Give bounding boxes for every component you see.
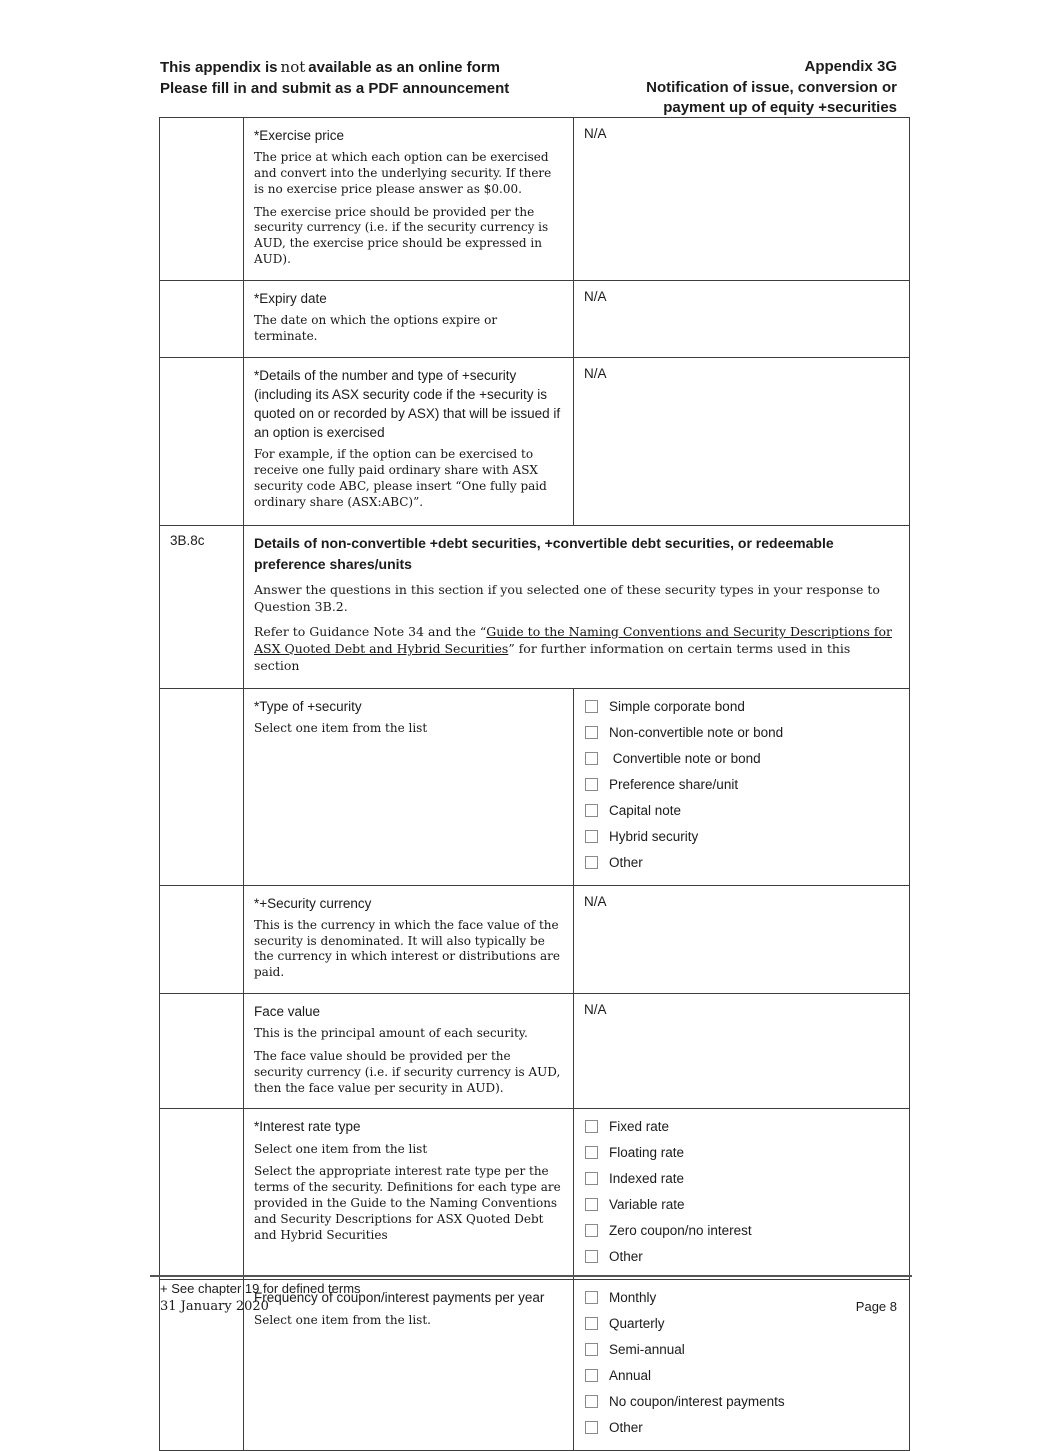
option-preference-share-unit	[584, 776, 899, 793]
label-cell	[244, 993, 574, 1108]
option-label: Capital note	[609, 802, 682, 818]
option-hybrid-security	[584, 828, 899, 845]
option-label: Zero coupon/no interest	[609, 1223, 752, 1239]
section-reference-after: ” for further information on certain terms used in this section	[254, 640, 851, 673]
option-label: Hybrid security	[609, 828, 699, 844]
checkbox-floating-rate[interactable]	[585, 1146, 598, 1159]
option-label: Non-convertible note or bond	[609, 724, 784, 740]
option-annual	[584, 1367, 899, 1384]
option-label: Other	[609, 1249, 643, 1265]
question-number-cell	[160, 1109, 244, 1280]
option-capital-note	[584, 802, 899, 819]
option-type-other	[584, 854, 899, 871]
header-left-line1-after: available as an online form	[308, 59, 500, 76]
question-number-cell	[160, 885, 244, 993]
option-label: Other	[609, 1420, 643, 1436]
field-label-interest-rate-type: *Interest rate type	[254, 1119, 361, 1135]
appendix-subtitle-line1: Notification of issue, conversion or	[646, 78, 897, 96]
option-label: Preference share/unit	[609, 776, 739, 792]
option-semi-annual	[584, 1341, 899, 1358]
option-quarterly	[584, 1315, 899, 1332]
field-note: Select one item from the list	[254, 720, 428, 735]
question-number-cell	[160, 688, 244, 885]
section-reference	[254, 624, 899, 675]
field-label-exercise-price: *Exercise price	[254, 128, 345, 143]
field-label-frequency: Frequency of coupon/interest payments per year	[254, 1290, 545, 1306]
header-left-line1-not: not	[280, 58, 306, 76]
checkbox-zero-coupon[interactable]	[585, 1224, 598, 1237]
field-description: This is the currency in which the face value of the security is denominated. It will also typically be the currency in which interest or distributions are paid.	[254, 917, 560, 980]
option-frequency-other	[584, 1419, 899, 1436]
option-rate-other	[584, 1248, 899, 1265]
label-cell	[244, 885, 574, 993]
appendix-subtitle-line2: payment up of equity +securities	[663, 99, 897, 117]
field-label-type-of-security: *Type of +security	[254, 698, 362, 714]
option-convertible-note-or-bond	[584, 750, 899, 767]
question-number-cell	[160, 118, 244, 281]
checkbox-quarterly[interactable]	[585, 1317, 598, 1330]
field-description: The date on which the options expire or terminate.	[254, 313, 498, 343]
field-note: Select one item from the list	[254, 1141, 428, 1156]
header-left-line1-before: This appendix is	[160, 59, 278, 76]
answer-cell	[574, 280, 910, 357]
field-label-face-value: Face value	[254, 1003, 321, 1019]
header-left	[160, 57, 560, 119]
answer-cell	[574, 885, 910, 993]
checkbox-simple-corporate-bond[interactable]	[585, 700, 598, 713]
table-row-type-of-security	[160, 688, 910, 885]
question-number-cell	[160, 993, 244, 1108]
label-cell	[244, 1109, 574, 1280]
option-fixed-rate	[584, 1118, 899, 1135]
section-number: 3B.8c	[160, 525, 244, 688]
field-note: Select one item from the list.	[254, 1312, 431, 1327]
checkbox-semi-annual[interactable]	[585, 1343, 598, 1356]
answer-value-details-security: N/A	[584, 365, 607, 381]
field-description: The exercise price should be provided per the security currency (i.e. if the security currency is AUD, the exercise price should be expressed in AUD).	[254, 204, 549, 267]
option-label: No coupon/interest payments	[609, 1394, 785, 1410]
answer-cell	[574, 688, 910, 885]
checkbox-type-other[interactable]	[585, 856, 598, 869]
checkbox-variable-rate[interactable]	[585, 1198, 598, 1211]
checkbox-preference-share-unit[interactable]	[585, 778, 598, 791]
appendix-title: Appendix 3G	[804, 58, 897, 75]
section-title: Details of non-convertible +debt securities, +convertible debt securities, or redeemable preference shares/units	[254, 534, 834, 573]
field-label-expiry-date: *Expiry date	[254, 290, 327, 306]
option-indexed-rate	[584, 1170, 899, 1187]
label-cell	[244, 688, 574, 885]
table-row-interest-rate-type	[160, 1109, 910, 1280]
label-cell	[244, 357, 574, 525]
option-label: Quarterly	[609, 1316, 665, 1332]
option-label: Floating rate	[609, 1145, 685, 1161]
field-description: The face value should be provided per the security currency (i.e. if security currency is AUD, then the face value per security in AUD).	[254, 1048, 561, 1095]
option-simple-corporate-bond	[584, 698, 899, 715]
checkbox-frequency-other[interactable]	[585, 1421, 598, 1434]
option-variable-rate	[584, 1196, 899, 1213]
defined-terms-note: + See chapter 19 for defined terms	[160, 1281, 361, 1296]
header-left-line2: Please fill in and submit as a PDF announcement	[160, 79, 510, 97]
option-non-convertible-note-or-bond	[584, 724, 899, 741]
option-label: Monthly	[609, 1290, 657, 1306]
question-number-cell	[160, 357, 244, 525]
option-label: Indexed rate	[609, 1171, 685, 1187]
answer-cell	[574, 993, 910, 1108]
answer-value-face-value: N/A	[584, 1001, 607, 1017]
checkbox-capital-note[interactable]	[585, 804, 598, 817]
checkbox-annual[interactable]	[585, 1369, 598, 1382]
option-label: Semi-annual	[609, 1342, 685, 1358]
table-row-security-currency	[160, 885, 910, 993]
question-number-cell	[160, 280, 244, 357]
checkbox-hybrid-security[interactable]	[585, 830, 598, 843]
checkbox-rate-other[interactable]	[585, 1250, 598, 1263]
answer-value-exercise-price: N/A	[584, 126, 607, 141]
option-label: Variable rate	[609, 1197, 685, 1213]
naming-conventions-guide-link[interactable]: Guide to the Naming Conventions and Security Descriptions for ASX Quoted Debt and Hybrid Securities	[254, 623, 892, 656]
option-label: Convertible note or bond	[609, 750, 761, 766]
page-header	[160, 57, 897, 119]
answer-value-security-currency: N/A	[584, 893, 607, 909]
answer-cell	[574, 118, 910, 281]
option-label: Simple corporate bond	[609, 698, 745, 714]
checkbox-fixed-rate[interactable]	[585, 1120, 598, 1133]
label-cell	[244, 118, 574, 281]
table-row-details-security	[160, 357, 910, 525]
answer-cell	[574, 357, 910, 525]
form-table	[159, 117, 910, 1451]
checkbox-non-convertible-note-or-bond[interactable]	[585, 726, 598, 739]
option-zero-coupon	[584, 1222, 899, 1239]
header-right	[646, 57, 897, 119]
section-reference-before: Refer to Guidance Note 34 and the “	[254, 623, 487, 639]
footer-divider	[150, 1275, 912, 1277]
option-floating-rate	[584, 1144, 899, 1161]
label-cell	[244, 280, 574, 357]
footer-date: 31 January 2020	[160, 1299, 269, 1314]
checkbox-no-coupon[interactable]	[585, 1395, 598, 1408]
answer-cell	[574, 1109, 910, 1280]
option-label: Fixed rate	[609, 1119, 670, 1135]
option-label: Other	[609, 854, 643, 870]
field-description: For example, if the option can be exercised to receive one fully paid ordinary share with ASX security code ABC, please insert “One fully paid ordinary share (ASX:ABC)”.	[254, 447, 547, 509]
table-row-face-value	[160, 993, 910, 1108]
section-cell	[244, 525, 910, 688]
answer-value-expiry-date: N/A	[584, 288, 607, 304]
table-row-section-3b8c	[160, 525, 910, 688]
section-description: Answer the questions in this section if you selected one of these security types in your response to Question 3B.2.	[254, 582, 880, 615]
page-footer	[160, 1281, 897, 1314]
checkbox-indexed-rate[interactable]	[585, 1172, 598, 1185]
field-label-details-security: *Details of the number and type of +security (including its ASX security code if the +security is quoted on or recorded by ASX) that will be issued if an option is exercised	[254, 367, 561, 441]
field-description: This is the principal amount of each security.	[254, 1026, 528, 1041]
checkbox-convertible-note-or-bond[interactable]	[585, 752, 598, 765]
page-number: Page 8	[855, 1299, 897, 1314]
field-description: Select the appropriate interest rate type per the terms of the security. Definitions for each type are provided in the Guide to the Naming Conventions and Security Descriptions for ASX Quoted Debt and Hybrid Securities	[254, 1164, 561, 1242]
table-row-exercise-price	[160, 118, 910, 281]
option-no-coupon	[584, 1393, 899, 1410]
field-label-security-currency: *+Security currency	[254, 895, 372, 911]
table-row-expiry-date	[160, 280, 910, 357]
field-description: The price at which each option can be exercised and convert into the underlying security. If there is no exercise price please answer as $0.00.	[254, 150, 552, 196]
option-label: Annual	[609, 1368, 652, 1384]
